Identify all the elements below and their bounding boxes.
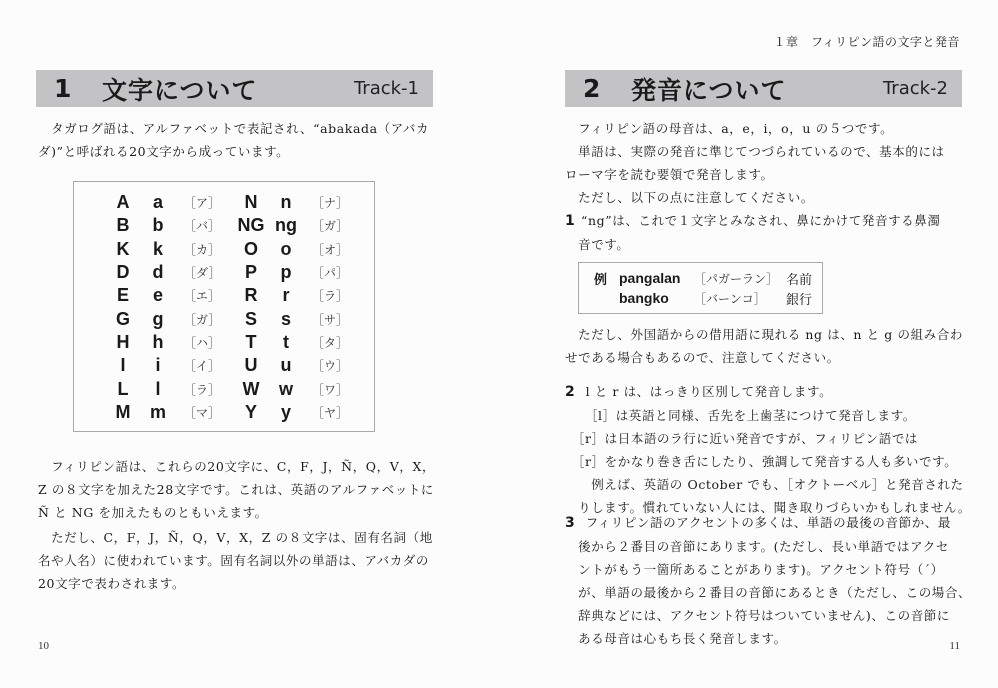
alphabet-row: Y y ［ヤ］ [244,401,349,422]
section-number: 1 [54,74,72,103]
example-label: 例 [594,272,608,288]
alphabet-row: L l ［ラ］ [117,378,221,399]
running-head: １章 フィリピン語の文字と発音 [773,35,960,49]
section-header-1 [36,70,433,107]
intro-paragraph: タガログ語は、アルファベットで表記され、“abakada（アバカ ダ)”と呼ばれる20文字から成っています。 [38,121,430,159]
point-1: 1 “ng”は、これで１文字とみなされ、鼻にかけて発音する鼻濁 音です。 [565,209,940,256]
alphabet-row: G g ［ガ］ [115,308,221,329]
section-title: 発音について [631,75,787,105]
alphabet-row: R r ［ラ］ [244,285,349,306]
alphabet-table [73,181,375,432]
alphabet-row: I i ［イ］ [120,355,221,376]
intro-paragraph: フィリピン語の母音は、a，e，i，o，u の５つです。 単語は、実際の発音に準じてつづられているので、基本的には ローマ字を読む要領で発音します。 ただし、以下の点に注意してください。 [565,121,945,205]
alphabet-row: E e ［エ］ [116,285,221,306]
point-2: 2 l と r は、はっきり区別して発音します。 ［l］は英語と同様、舌先を上歯茎につけて発音します。 ［r］は日本語のラ行に近い発音ですが、フィリピン語では ［r］をかなり巻き舌にしたり、強調して発音する人も多いです。 例えば、英語の October でも、［オクトーベル］と発音された りします。慣れていない人には、聞き取りづらいかもしれません。 [565,380,971,519]
alphabet-row: B b ［バ］ [116,215,221,236]
section-number: 2 [583,74,601,103]
page-number: 11 [949,640,960,652]
alphabet-row: A a ［ア］ [116,192,221,213]
alphabet-row: T t ［タ］ [245,331,349,352]
alphabet-row: NG ng ［ガ］ [237,215,349,236]
alphabet-row: W w ［ワ］ [242,378,349,399]
audio-track-label[interactable]: Track-1 [353,78,419,99]
alphabet-row: O o ［オ］ [243,238,349,259]
example-row: bangko ［バーンコ］ 銀行 [619,290,813,308]
alphabet-column-2 [234,191,348,424]
paragraph-28-letters: フィリピン語は、これらの20文字に、C，F，J，Ñ，Q，V，X， Z の８文字を加えた28文字です。これは、英語のアルファベットに Ñ と NG を加えたものともいえます。 [38,459,436,520]
point-number: 2 [565,384,576,400]
point-number: 3 [565,515,576,531]
alphabet-row: N n ［ナ］ [244,192,349,213]
section-title: 文字について [102,75,258,105]
example-row: 例 pangalan ［パガーラン］ 名前 [579,268,812,288]
audio-track-label[interactable]: Track-2 [882,78,948,99]
alphabet-row: D d ［ダ］ [116,262,221,283]
paragraph-proper-nouns: ただし、C，F，J，Ñ，Q，V，X，Z の８文字は、固有名詞（地 名や人名）に使われています。固有名詞以外の単語は、アバカダの 20文字で表わされます。 [38,530,433,591]
point-number: 1 [565,213,576,229]
right-page [499,0,998,688]
alphabet-row: P p ［パ］ [244,262,349,283]
section-header-2 [565,70,962,107]
alphabet-row: U u ［ウ］ [244,355,349,376]
example-box [578,262,823,314]
alphabet-row: H h ［ハ］ [116,331,221,352]
alphabet-row: M m ［マ］ [115,401,221,422]
alphabet-row: S s ［サ］ [244,308,349,329]
alphabet-row: K k ［カ］ [116,238,221,259]
point-3: 3 フィリピン語のアクセントの多くは、単語の最後の音節か、最 後から２番目の音節にあります。(ただし、長い単語ではアクセ ントがもう一箇所あることがあります)。アクセント符号（´） が、単語の最後から２番目の音節にあるとき（ただし、この場合、 辞典などには、アクセント符号はついていません)、この音節に ある母音は心もち長く発音します。 [565,511,971,650]
alphabet-column-1 [106,191,221,424]
page-number: 10 [38,640,49,652]
point-1-note: ただし、外国語からの借用語に現れる ng は、n と g の組み合わ せである場合もあるので、注意してください。 [565,327,963,365]
